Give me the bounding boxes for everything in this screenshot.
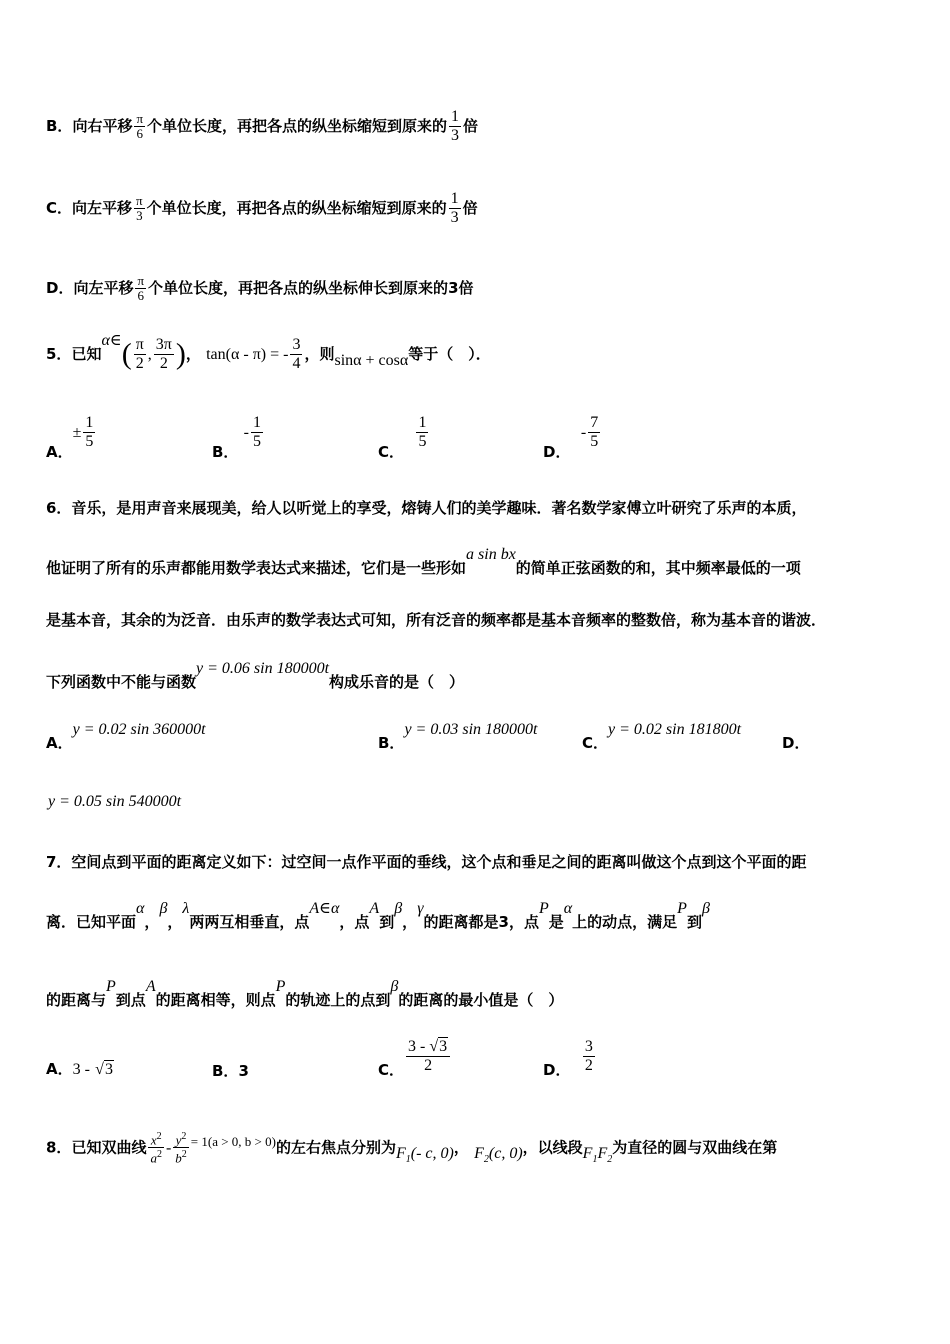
q6-choice-d-letter[interactable]: D．	[782, 734, 810, 752]
shift-fraction: $\frac{\pi}{3}$	[136, 193, 143, 223]
q6-choice-a[interactable]: A．y = 0.02 sin 360000t	[46, 721, 206, 752]
scale-fraction: $\frac{1}{3}$	[451, 108, 460, 144]
q7-choice-d[interactable]: D． $\frac{3}{2}$	[543, 1038, 593, 1079]
q7-choice-b[interactable]: B．3	[212, 1062, 249, 1080]
q6-line-4: 下列函数中不能与函数y = 0.06 sin 180000t构成乐音的是（ ）	[46, 660, 465, 691]
q7-line-2: 离．已知平面α，β，λ两两互相垂直，点A∈α，点A到β，γ的距离都是3，点P是α上的动点，满足P到β	[46, 900, 710, 931]
q6-line-1: 6．音乐，是用声音来展现美，给人以听觉上的享受，熔铸人们的美学趣味．著名数学家傅立叶研究了乐声的本质，	[46, 499, 807, 517]
q5-choice-a[interactable]: A．± $\frac{1}{5}$	[46, 414, 94, 461]
q7-line-1: 7．空间点到平面的距离定义如下：过空间一点作平面的垂线，这个点和垂足之间的距离叫做这个点到这个平面的距	[46, 853, 807, 871]
q6-line-3: 是基本音，其余的为泛音．由乐声的数学表达式可知，所有泛音的频率都是基本音频率的整数倍，称为基本音的谐波．	[46, 611, 827, 629]
shift-fraction: $\frac{\pi}{6}$	[136, 111, 144, 141]
question-5-stem: 5．已知α∈( $\frac{\pi}{2}$ , $\frac{3\pi}{2}$ )， tan(α - π) = - $\frac{3}{4}$ ，则sinα + cosα等于（ ）．	[46, 332, 491, 372]
prev-option-d: D．向左平移 $\frac{\pi}{6}$ 个单位长度，再把各点的纵坐标伸长到原来的3倍	[46, 273, 474, 303]
q6-choice-b[interactable]: B．y = 0.03 sin 180000t	[378, 721, 538, 752]
q6-choice-d-expr[interactable]: y = 0.05 sin 540000t	[48, 793, 182, 810]
prev-option-c: C．向左平移 $\frac{\pi}{3}$ 个单位长度，再把各点的纵坐标缩短到原来的 $\frac{1}{3}$ 倍	[46, 190, 478, 226]
q6-line-2: 他证明了所有的乐声都能用数学表达式来描述，它们是一些形如a sin bx的简单正弦函数的和，其中频率最低的一项	[46, 546, 801, 577]
prev-option-b: B．向右平移 $\frac{\pi}{6}$ 个单位长度，再把各点的纵坐标缩短到原来的 $\frac{1}{3}$ 倍	[46, 108, 479, 144]
scale-fraction: $\frac{1}{3}$	[450, 190, 459, 226]
q7-choice-a[interactable]: A．3 - √3	[46, 1060, 113, 1078]
q8-stem: 8．已知双曲线 $\frac{x^2}{a^2}$ - $\frac{y^2}{b^2}$ = 1(a > 0, b > 0)的左右焦点分别为$F_1(-$ c, 0)， $F_2(c$, 0)，以线段$F_1F_2$为直径的圆与双曲线在第	[46, 1131, 778, 1166]
q5-choice-c[interactable]: C． $\frac{1}{5}$	[378, 414, 427, 461]
q5-choice-d[interactable]: D． - $\frac{7}{5}$	[543, 414, 599, 461]
shift-fraction: $\frac{\pi}{6}$	[137, 273, 145, 303]
q5-choice-b[interactable]: B． - $\frac{1}{5}$	[212, 414, 261, 461]
q7-line-3: 的距离与P到点A的距离相等，则点P的轨迹上的点到β的距离的最小值是（ ）	[46, 978, 564, 1009]
q7-choice-c[interactable]: C． $\frac{3 - √3}{2}$	[378, 1038, 452, 1075]
q6-choice-c[interactable]: C．y = 0.02 sin 181800t	[582, 721, 742, 752]
